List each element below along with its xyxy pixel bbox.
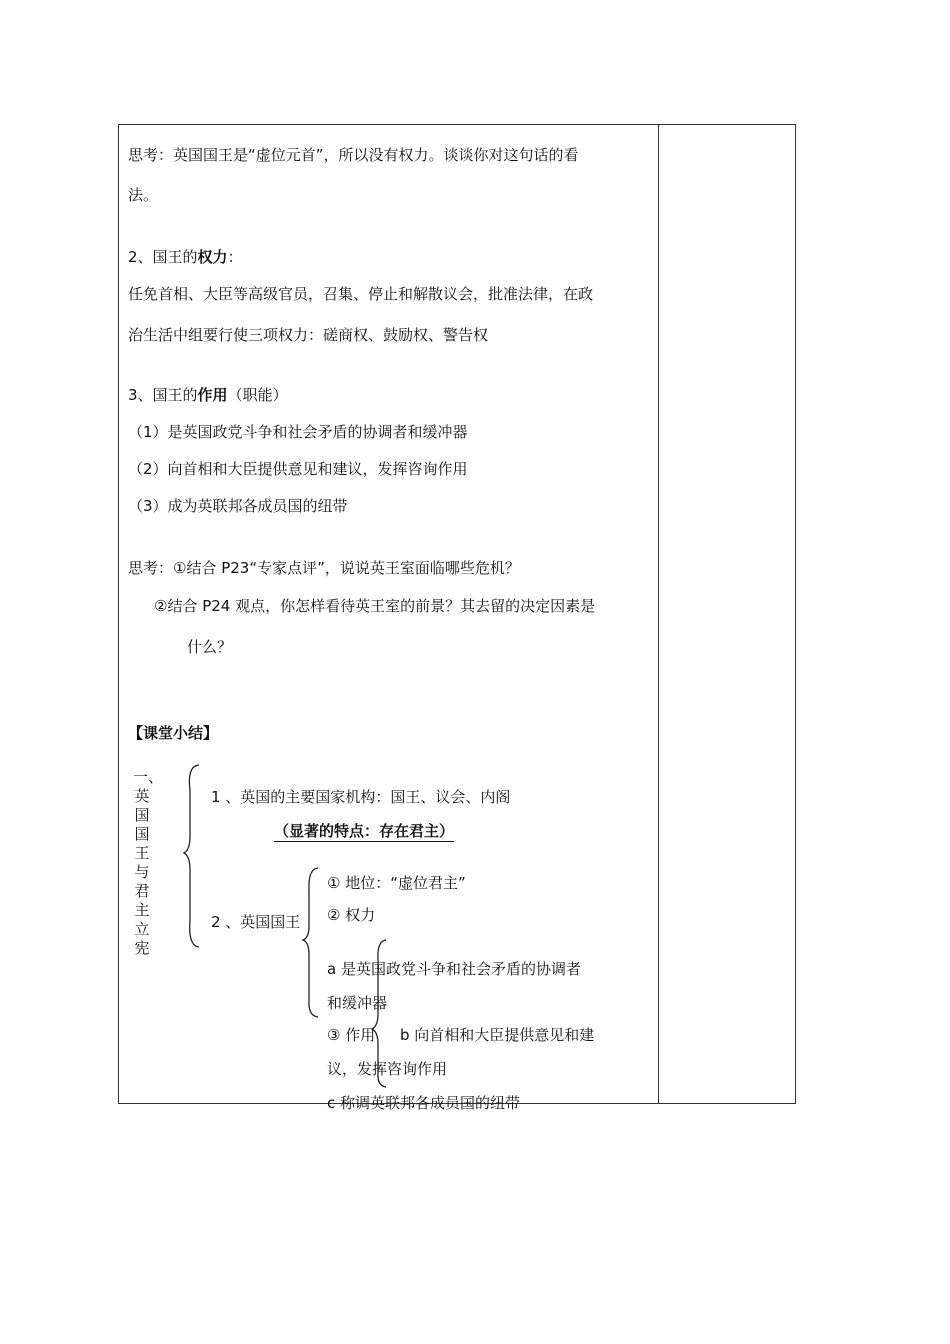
summary-role-a-line2: 和缓冲器 — [327, 994, 388, 1012]
summary-item2: 2 、英国国王 — [211, 913, 301, 931]
section3-bold: 作用 — [197, 386, 228, 404]
think2-line2: ②结合 P24 观点，你怎样看待英王室的前景？其去留的决定因素是 — [154, 597, 596, 615]
section3-item-3: （3）成为英联邦各成员国的纽带 — [128, 497, 348, 515]
section2-prefix: 2、国王的 — [128, 248, 198, 266]
section3-item-1: （1）是英国政党斗争和社会矛盾的协调者和缓冲器 — [128, 423, 468, 441]
summary-role-label: ③ 作用 — [327, 1026, 376, 1044]
summary-role-c: c 称调英联邦各成员国的纽带 — [327, 1094, 521, 1112]
summary-vertical-title: 一、英国国王与君主立宪 — [133, 768, 164, 957]
summary-position: ① 地位：“虚位君主” — [327, 874, 466, 892]
section2-body-line2: 治生活中组要行使三项权力：磋商权、鼓励权、警告权 — [128, 326, 489, 344]
section3-suffix: （职能） — [227, 386, 288, 404]
summary-role-a-line1: a 是英国政党斗争和社会矛盾的协调者 — [327, 960, 581, 978]
think2-line1: 思考：①结合 P23“专家点评”，说说英王室面临哪些危机？ — [128, 559, 520, 577]
think1-line2: 法。 — [128, 186, 159, 204]
brace-king — [303, 868, 318, 1017]
summary-role-b-line2: 议，发挥咨询作用 — [327, 1060, 448, 1078]
brace-main — [184, 765, 199, 947]
summary-heading: 【课堂小结】 — [128, 724, 219, 742]
summary-item1-note — [274, 821, 454, 841]
section3-prefix: 3、国王的 — [128, 386, 198, 404]
summary-item1: 1 、英国的主要国家机构：国王、议会、内阁 — [211, 788, 511, 806]
summary-power: ② 权力 — [327, 906, 376, 924]
section3-item-2: （2）向首相和大臣提供意见和建议，发挥咨询作用 — [128, 460, 468, 478]
think2-line3: 什么？ — [187, 638, 233, 656]
think1-line1: 思考：英国国王是“虚位元首”，所以没有权力。谈谈你对这句话的看 — [128, 146, 579, 164]
section2-bold: 权力 — [197, 248, 228, 266]
section2-body-line1: 任免首相、大臣等高级官员，召集、停止和解散议会，批准法律，在政 — [128, 285, 594, 303]
section2-suffix: ： — [227, 248, 243, 266]
summary-role-b-line1: b 向首相和大臣提供意见和建 — [400, 1026, 595, 1044]
summary-item1-note-text: （显著的特点：存在君主） — [274, 822, 455, 840]
